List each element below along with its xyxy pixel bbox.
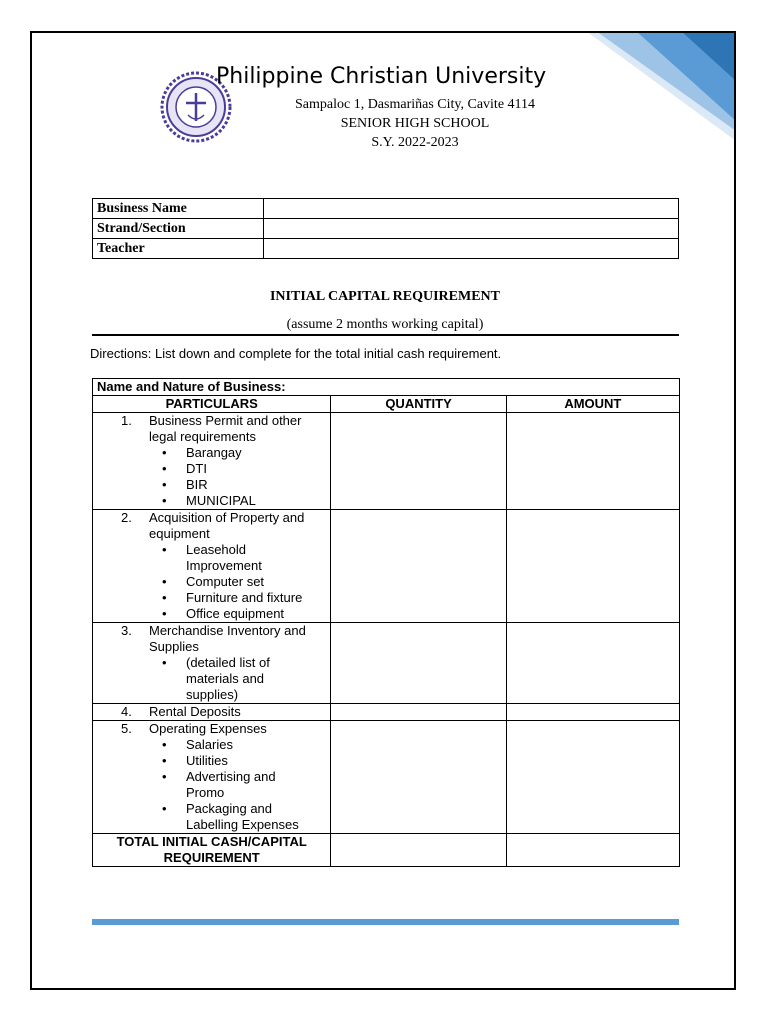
item-text: Business Permit and other [149, 413, 302, 428]
bullet-icon: • [162, 769, 167, 784]
bullet-text: Salaries [186, 737, 233, 752]
amount-cell[interactable] [506, 721, 679, 834]
particulars-cell [93, 413, 331, 510]
total-amount-cell[interactable] [506, 834, 679, 867]
table-header-row [93, 396, 680, 413]
bullet-text: supplies) [186, 687, 239, 702]
bullet-text: Advertising and [186, 769, 276, 784]
table-row [93, 413, 680, 510]
bullet-text: Promo [186, 785, 225, 800]
item-text: Acquisition of Property and [149, 510, 305, 525]
table-row [93, 510, 680, 623]
bullet-icon: • [162, 461, 167, 476]
bullet-icon: • [162, 493, 167, 508]
particulars-cell [93, 704, 331, 721]
particulars-cell [93, 510, 331, 623]
table-row [93, 219, 679, 239]
bullet-text: BIR [186, 477, 208, 492]
item-number: 1. [121, 413, 132, 428]
teacher-field[interactable] [264, 239, 679, 259]
business-nature-label: Name and Nature of Business: [93, 379, 680, 396]
quantity-cell[interactable] [331, 704, 506, 721]
quantity-cell[interactable] [331, 413, 506, 510]
bullet-text: DTI [186, 461, 207, 476]
business-name-label: Business Name [93, 199, 264, 219]
particulars-cell [93, 721, 331, 834]
teacher-label: Teacher [93, 239, 264, 259]
footer-accent-bar [92, 919, 679, 925]
bullet-text: Packaging and [186, 801, 273, 816]
bullet-icon: • [162, 542, 167, 557]
amount-cell[interactable] [506, 510, 679, 623]
item-text: Operating Expenses [149, 721, 267, 736]
item-number: 2. [121, 510, 132, 525]
amount-cell[interactable] [506, 413, 679, 510]
section-title: INITIAL CAPITAL REQUIREMENT [269, 289, 500, 304]
bullet-text: Improvement [186, 558, 262, 573]
particulars-cell [93, 623, 331, 704]
bullet-text: Utilities [186, 753, 228, 768]
item-text: equipment [149, 526, 210, 541]
bullet-text: materials and [186, 671, 265, 686]
item-number: 5. [121, 721, 132, 736]
column-header-particulars: PARTICULARS [93, 396, 331, 413]
address: Sampaloc 1, Dasmariñas City, Cavite 4114 [294, 97, 536, 112]
quantity-cell[interactable] [331, 623, 506, 704]
section-subtitle: (assume 2 months working capital) [286, 317, 484, 332]
bullet-text: Labelling Expenses [186, 817, 299, 832]
total-label-line: TOTAL INITIAL CASH/CAPITAL [116, 834, 307, 849]
total-label-line: REQUIREMENT [163, 850, 260, 865]
amount-cell[interactable] [506, 704, 679, 721]
strand-section-label: Strand/Section [93, 219, 264, 239]
item-text: Rental Deposits [149, 704, 241, 719]
total-quantity-cell[interactable] [331, 834, 506, 867]
column-header-amount: AMOUNT [506, 396, 679, 413]
business-name-field[interactable] [264, 199, 679, 219]
table-row [93, 199, 679, 219]
bullet-icon: • [162, 753, 167, 768]
info-table [92, 198, 679, 259]
bullet-icon: • [162, 801, 167, 816]
strand-section-field[interactable] [264, 219, 679, 239]
table-row [93, 239, 679, 259]
total-label [93, 834, 331, 867]
bullet-text: (detailed list of [186, 655, 270, 670]
table-row [93, 704, 680, 721]
quantity-cell[interactable] [331, 721, 506, 834]
bullet-icon: • [162, 477, 167, 492]
bullet-icon: • [162, 590, 167, 605]
bullet-icon: • [162, 574, 167, 589]
bullet-text: Computer set [186, 574, 265, 589]
directions-text: Directions: List down and complete for the total initial cash requirement. [90, 346, 502, 361]
university-name: Philippine Christian University [216, 64, 547, 89]
table-row [93, 721, 680, 834]
item-text: Supplies [149, 639, 199, 654]
school-year: S.Y. 2022-2023 [371, 135, 459, 150]
amount-cell[interactable] [506, 623, 679, 704]
document-page [30, 31, 736, 990]
item-number: 4. [121, 704, 132, 719]
bullet-icon: • [162, 737, 167, 752]
department: SENIOR HIGH SCHOOL [340, 116, 490, 131]
requirements-table [92, 378, 680, 867]
table-caption-row [93, 379, 680, 396]
bullet-text: Barangay [186, 445, 242, 460]
total-row [93, 834, 680, 867]
bullet-icon: • [162, 655, 167, 670]
column-header-quantity: QUANTITY [331, 396, 506, 413]
table-row [93, 623, 680, 704]
bullet-icon: • [162, 606, 167, 621]
quantity-cell[interactable] [331, 510, 506, 623]
bullet-text: MUNICIPAL [186, 493, 256, 508]
bullet-text: Furniture and fixture [186, 590, 303, 605]
bullet-icon: • [162, 445, 167, 460]
item-number: 3. [121, 623, 132, 638]
bullet-text: Office equipment [186, 606, 285, 621]
item-text: Merchandise Inventory and [149, 623, 306, 638]
item-text: legal requirements [149, 429, 256, 444]
bullet-text: Leasehold [186, 542, 246, 557]
divider [92, 334, 679, 336]
